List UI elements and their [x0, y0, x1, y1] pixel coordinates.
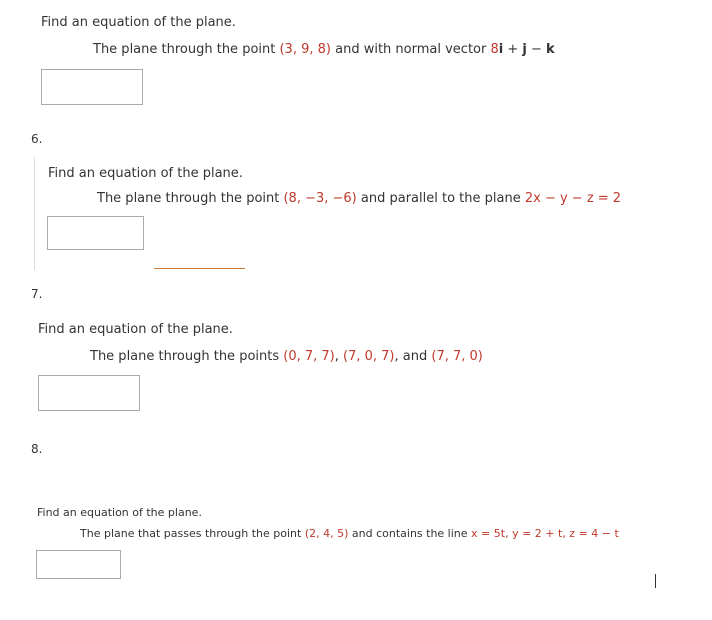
q5-statement: The plane through the point (3, 9, 8) and with normal vector 8i + j − k	[93, 42, 555, 57]
q7-point-3: (7, 7, 0)	[431, 349, 483, 364]
q8-point: (2, 4, 5)	[304, 527, 349, 540]
q5-answer-input[interactable]	[41, 69, 143, 105]
q6-prompt: Find an equation of the plane.	[48, 166, 243, 181]
q5-coef-i: 8	[490, 42, 499, 57]
q8-answer-input[interactable]	[36, 550, 121, 579]
text-cursor	[655, 574, 656, 588]
q5-vec-k: k	[546, 42, 555, 57]
q5-vec-j: j	[522, 42, 527, 57]
q6-plane-equation: 2x − y − z = 2	[524, 191, 622, 206]
q7-answer-input[interactable]	[38, 375, 140, 411]
q5-vec-i: i	[498, 42, 504, 57]
q7-number: 7.	[31, 287, 43, 301]
q7-point-1: (0, 7, 7)	[283, 349, 335, 364]
q6-answer-input[interactable]	[47, 216, 144, 250]
q6-separator-line	[154, 268, 245, 269]
q6-number: 6.	[31, 132, 43, 146]
q8-number: 8.	[31, 442, 43, 456]
q7-prompt: Find an equation of the plane.	[38, 322, 233, 337]
q8-line-equation: x = 5t, y = 2 + t, z = 4 − t	[471, 527, 619, 540]
q7-point-2: (7, 0, 7)	[343, 349, 395, 364]
q8-statement: The plane that passes through the point (2, 4, 5) and contains the line x = 5t, y = 2 + t, z = 4 − t	[80, 527, 619, 540]
q7-statement: The plane through the points (0, 7, 7), (7, 0, 7), and (7, 7, 0)	[90, 349, 483, 364]
q6-point: (8, −3, −6)	[283, 191, 357, 206]
q6-left-rule	[34, 157, 35, 270]
q6-statement: The plane through the point (8, −3, −6) and parallel to the plane 2x − y − z = 2	[97, 191, 622, 206]
q5-point: (3, 9, 8)	[279, 42, 331, 57]
q8-prompt: Find an equation of the plane.	[37, 506, 202, 519]
q5-prompt: Find an equation of the plane.	[41, 15, 236, 30]
